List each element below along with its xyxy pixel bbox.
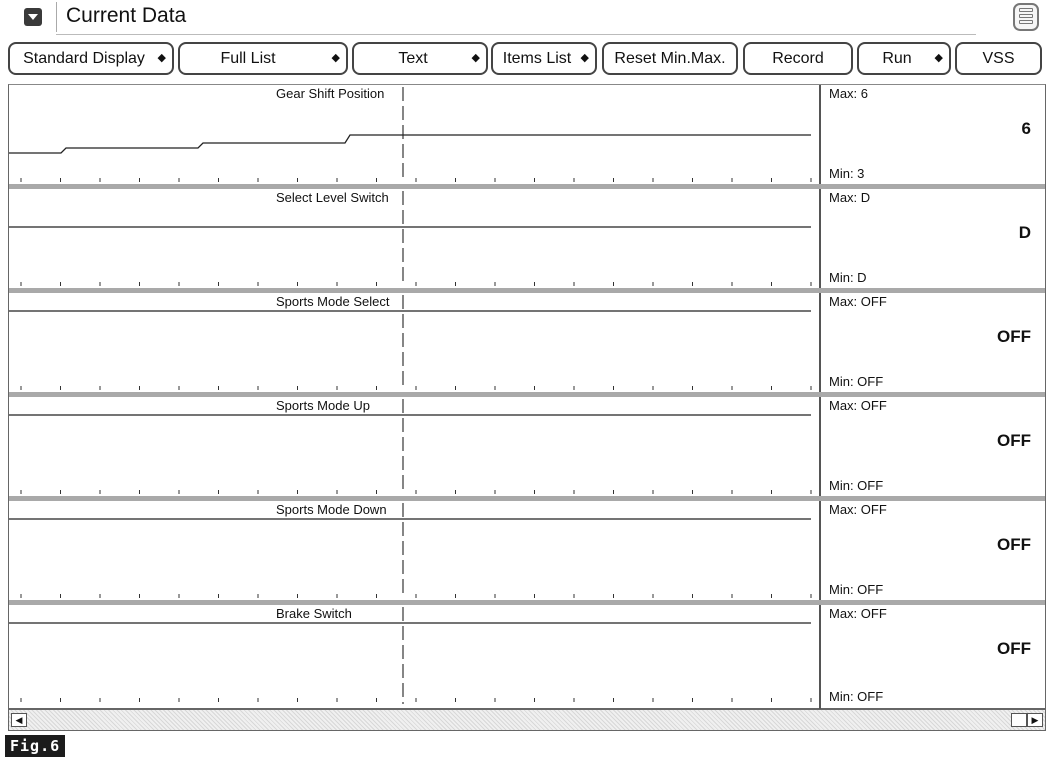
row-divider xyxy=(819,397,821,496)
max-value: Max: OFF xyxy=(829,502,887,517)
current-value: 6 xyxy=(1021,119,1031,138)
row-label: Gear Shift Position xyxy=(276,86,385,101)
row-divider xyxy=(819,605,821,709)
current-value: D xyxy=(1018,223,1031,242)
max-value: Max: 6 xyxy=(829,86,869,101)
text-select[interactable] xyxy=(352,42,488,75)
graph-row-brake-switch xyxy=(9,605,1045,709)
current-data-window xyxy=(8,0,1046,731)
graph-row-sports-mode-down xyxy=(9,501,1045,605)
current-value: OFF xyxy=(997,327,1031,346)
horizontal-scrollbar[interactable] xyxy=(8,709,1046,731)
tick-marks xyxy=(21,386,811,390)
graph-canvas xyxy=(9,397,821,496)
title-bar xyxy=(8,0,1046,36)
collapse-icon[interactable] xyxy=(24,8,42,26)
updown-arrow-icon: ◆ xyxy=(471,52,480,64)
current-value: OFF xyxy=(997,431,1031,450)
tick-marks xyxy=(21,282,811,286)
standard-display-select[interactable] xyxy=(8,42,174,75)
scroll-left-icon[interactable]: ◀ xyxy=(11,713,27,727)
record-label: Record xyxy=(772,50,824,67)
min-value: Min: D xyxy=(829,270,867,285)
graph-canvas xyxy=(9,293,821,392)
row-divider xyxy=(819,189,821,288)
graph-row-sports-mode-select xyxy=(9,293,1045,397)
reset-minmax-button[interactable] xyxy=(602,42,738,75)
graph-canvas xyxy=(9,501,821,600)
updown-arrow-icon: ◆ xyxy=(934,52,943,64)
vss-button[interactable] xyxy=(955,42,1042,75)
max-value: Max: OFF xyxy=(829,606,887,621)
row-label: Sports Mode Up xyxy=(276,398,370,413)
figure-label: Fig.6 xyxy=(5,735,65,757)
row-divider xyxy=(819,293,821,392)
menu-icon[interactable] xyxy=(1013,3,1039,31)
standard-display-label: Standard Display xyxy=(23,50,145,67)
full-list-select[interactable] xyxy=(178,42,348,75)
row-label: Sports Mode Down xyxy=(276,502,387,517)
min-value: Min: OFF xyxy=(829,478,884,493)
record-button[interactable] xyxy=(743,42,853,75)
min-value: Min: OFF xyxy=(829,689,884,704)
row-label: Sports Mode Select xyxy=(276,294,390,309)
graph-canvas xyxy=(9,605,821,704)
graph-canvas xyxy=(9,85,821,184)
graph-canvas xyxy=(9,189,821,288)
max-value: Max: OFF xyxy=(829,294,887,309)
scroll-thumb[interactable] xyxy=(1011,713,1027,727)
tick-marks xyxy=(21,594,811,598)
full-list-label: Full List xyxy=(220,50,276,67)
max-value: Max: OFF xyxy=(829,398,887,413)
tick-marks xyxy=(21,490,811,494)
text-label: Text xyxy=(398,50,428,67)
row-divider xyxy=(819,85,821,184)
window-title: Current Data xyxy=(66,4,187,27)
tick-marks xyxy=(21,178,811,182)
tick-marks xyxy=(21,698,811,702)
run-label: Run xyxy=(882,50,912,67)
row-divider xyxy=(819,501,821,600)
graph-row-gear-shift-position xyxy=(9,85,1045,189)
updown-arrow-icon: ◆ xyxy=(331,52,340,64)
reset-minmax-label: Reset Min.Max. xyxy=(614,50,726,67)
toolbar xyxy=(8,42,1046,76)
row-label: Brake Switch xyxy=(276,606,352,621)
updown-arrow-icon: ◆ xyxy=(580,52,589,64)
run-select[interactable] xyxy=(857,42,951,75)
scroll-right-icon[interactable]: ▶ xyxy=(1027,713,1043,727)
title-underline xyxy=(56,34,976,35)
items-list-label: Items List xyxy=(502,50,572,67)
graph-panel xyxy=(8,84,1046,709)
row-label: Select Level Switch xyxy=(276,190,389,205)
title-divider xyxy=(56,2,57,32)
graph-row-sports-mode-up xyxy=(9,397,1045,501)
min-value: Min: OFF xyxy=(829,582,884,597)
updown-arrow-icon: ◆ xyxy=(157,52,166,64)
items-list-select[interactable] xyxy=(491,42,597,75)
current-value: OFF xyxy=(997,639,1031,658)
min-value: Min: 3 xyxy=(829,166,865,181)
min-value: Min: OFF xyxy=(829,374,884,389)
current-value: OFF xyxy=(997,535,1031,554)
vss-label: VSS xyxy=(982,50,1015,67)
max-value: Max: D xyxy=(829,190,871,205)
gear-shift-trace xyxy=(9,135,811,153)
graph-row-select-level-switch xyxy=(9,189,1045,293)
